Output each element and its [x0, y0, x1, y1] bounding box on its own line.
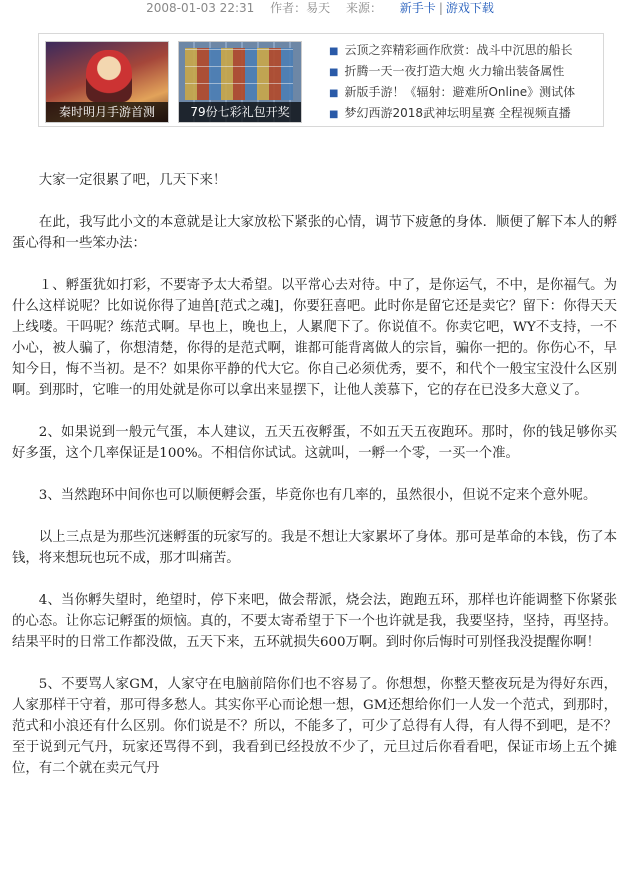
article-paragraph: 2、如果说到一般元气蛋，本人建议，五天五夜孵蛋，不如五天五夜跑环。那时，你的钱足够你买好多蛋，这个几率保证是100%。不相信你试试。这就叫，一孵一个零，一买一个准。	[12, 425, 617, 461]
news-link[interactable]: 梦幻西游2018武神坛明星赛 全程视频直播	[344, 106, 571, 120]
game-art-image	[86, 50, 132, 102]
news-item[interactable]	[329, 40, 575, 61]
news-link[interactable]: 新版手游！《辐射：避难所Online》测试体	[344, 85, 576, 99]
news-item[interactable]	[329, 82, 575, 103]
article-paragraph: 以上三点是为那些沉迷孵蛋的玩家写的。我是不想让大家累坏了身体。那可是革命的本钱，伤了本钱，将来想玩也玩不成，那才叫痛苦。	[12, 530, 617, 566]
promo-thumb-caption[interactable]: 秦时明月手游首测	[46, 102, 168, 122]
bullet-icon: ■	[329, 67, 339, 78]
news-link[interactable]: 折腾一天一夜打造大炮 火力输出装备属性	[344, 64, 565, 78]
promo-thumb-caption[interactable]: 79份七彩礼包开奖	[179, 102, 301, 122]
article-paragraph: １、孵蛋犹如打彩，不要寄予太大希望。以平常心去对待。中了，是你运气，不中，是你福气。为什么这样说呢？比如说你得了迪兽[范式之魂]，你要狂喜吧。此时你是留它还是卖它？留下：你得天天上线喽。干吗呢？练范式啊。早也上，晚也上，人累爬下了。你说值不。你卖它吧，WY不支持，一不小心，被人骗了，你想清楚，你得的是范式啊，谁都可能背离做人的宗旨，骗你一把的。你伤心不，早知今日，悔不当初。是不？如果你平静的代大它。你自己必须优秀，要不，和代个一般宝宝没什么区别啊。到那时，它唯一的用处就是你可以拿出来显摆下，让他人羡慕下，它的存在已没多大意义了。	[12, 278, 617, 398]
author-name: 易天	[306, 1, 331, 15]
article-paragraph: 大家一定很累了吧，几天下来！	[38, 173, 227, 188]
promo-box	[38, 33, 604, 127]
author-label: 作者：	[270, 1, 307, 15]
article-paragraph: 5、不要骂人家GM，人家守在电脑前陪你们也不容易了。你想想，你整天整夜玩是为得好东西，人家那样干守着，那可得多愁人。其实你平心而论想一想，GM还想给你们一人发一个范式，到那时，范式和小浪还有什么区别。你们说是不？所以，不能多了，可少了总得有人得，有人得不到吧，是不？至于说到元气丹，玩家还骂得不到，我看到已经投放不少了，元旦过后你看看吧，保证市场上五个摊位，有二个就在卖元气丹	[12, 677, 617, 776]
article-paragraph: 4、当你孵失望时，绝望时，停下来吧，做会帮派，烧会法，跑跑五环，那样也许能调整下你紧张的心态。让你忘记孵蛋的烦恼。真的，不要太寄希望于下一个也许就是我，我要坚持，坚持，再坚持。结果平时的日常工作都没做，五天下来，五环就损失600万啊。到时你后悔时可别怪我没提醒你啊！	[12, 593, 617, 650]
promo-thumb-1[interactable]	[45, 41, 169, 123]
news-item[interactable]	[329, 61, 575, 82]
article-body	[12, 170, 617, 800]
news-list	[329, 40, 575, 124]
article-paragraph: 3、当然跑环中间你也可以顺便孵会蛋，毕竟你也有几率的，虽然很小，但说不定来个意外呢。	[38, 488, 597, 503]
newbie-card-link[interactable]: 新手卡	[399, 1, 436, 15]
bullet-icon: ■	[329, 46, 339, 57]
article-paragraph: 在此，我写此小文的本意就是让大家放松下紧张的心情，调节下疲惫的身体．顺便了解下本人的孵蛋心得和一些笨办法：	[12, 215, 617, 251]
source-label: 来源：	[345, 1, 382, 15]
link-separator: |	[438, 1, 443, 15]
game-download-link[interactable]: 游戏下载	[445, 1, 494, 15]
item-grid-image	[185, 48, 293, 100]
news-link[interactable]: 云顶之弈精彩画作欣赏：战斗中沉思的船长	[344, 43, 573, 57]
bullet-icon: ■	[329, 88, 339, 99]
article-meta	[0, 0, 640, 20]
publish-date: 2008-01-03 22:31	[146, 1, 255, 15]
news-item[interactable]	[329, 103, 575, 124]
promo-thumb-2[interactable]	[178, 41, 302, 123]
bullet-icon: ■	[329, 109, 339, 120]
